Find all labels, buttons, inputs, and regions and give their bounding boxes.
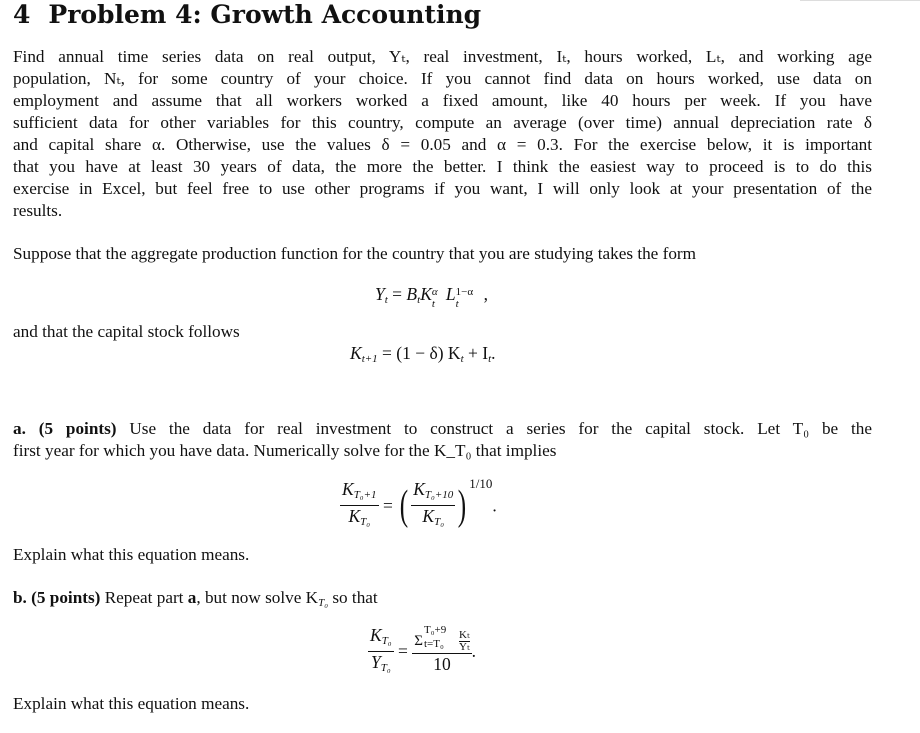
eq-subscript: T₀	[318, 597, 329, 609]
eq-symbol: L	[445, 284, 456, 304]
eq-subscript: T₀+1	[353, 489, 377, 502]
part-a-points: (5 points)	[38, 419, 117, 438]
intro-line: and capital share α. Otherwise, use the values δ = 0.05 and α = 0.3. For the exercise below, it is important	[13, 135, 872, 154]
part-b-text-span: , but now solve K	[196, 588, 319, 607]
eq-inner-den: Yₜ	[459, 640, 470, 653]
section-heading	[13, 0, 481, 29]
part-b-label: b.	[13, 588, 27, 607]
eq-subscript: T₀	[360, 516, 371, 529]
intro-line: employment and assume that all workers worked a fixed amount, like 40 hours per week. If you have	[13, 91, 872, 110]
section-number: 4	[13, 0, 31, 29]
part-b-explain-text: Explain what this equation means.	[13, 694, 250, 713]
part-b-bold: a	[187, 588, 197, 607]
part-a-line: Use the data for real investment to construct a series for the capital stock. Let T₀ be the	[129, 419, 872, 438]
eq-symbol: B	[406, 284, 418, 304]
eq-subscript: T₀+10	[424, 489, 454, 502]
intro-line: sufficient data for other variables for this country, compute an average (over time) annual depreciation rate δ	[13, 113, 872, 132]
part-a-line: first year for which you have data. Numerically solve for the K_T₀ that implies	[13, 441, 557, 460]
part-b-explain	[13, 693, 872, 715]
top-rule	[800, 0, 920, 1]
part-a-text	[13, 418, 872, 462]
eq-text: = (1 − δ) K	[382, 343, 461, 363]
eq-exponent: 1/10	[469, 476, 493, 491]
part-b-text	[13, 587, 872, 614]
eq-punctuation: .	[491, 343, 496, 363]
part-a-explain	[13, 544, 872, 566]
eq-symbol: Y	[370, 652, 381, 672]
intro-line: results.	[13, 201, 63, 220]
eq-superscript: α	[431, 286, 438, 298]
intro-line: population, Nₜ, for some country of your choice. If you cannot find data on hours worked, use data on	[13, 69, 872, 88]
eq-fraction: Σ T₀+9 t=T₀ $\frac{\text{Kₜ}}{\text{Yₜ}}$ 10	[412, 630, 471, 674]
eq-superscript: 1−α	[455, 286, 474, 298]
eq-symbol: Y	[375, 284, 385, 304]
capital-intro	[13, 321, 872, 343]
intro-line: exercise in Excel, but feel free to use other programs if you want, I will only look at your presentation of the	[13, 179, 872, 198]
eq-denominator: 10	[433, 653, 451, 674]
eq-subscript: t	[431, 298, 435, 310]
part-a-label: a.	[13, 419, 26, 438]
eq-punctuation: ,	[483, 284, 488, 304]
part-b-points: (5 points)	[31, 588, 101, 607]
intro-line: that you have at least 30 years of data, the more the better. I think the easiest way to proceed is to do this	[13, 157, 872, 176]
eq-subscript: t	[455, 298, 459, 310]
part-b-equation: $\frac{K_{T_0}}{Y_{T_0}}$ = Σ T₀+9 t=T₀ $\frac{\text{Kₜ}}{\text{Yₜ}}$ 10 .	[368, 625, 476, 678]
eq-symbol: K	[342, 479, 354, 500]
intro-paragraph	[13, 46, 872, 222]
eq-subscript: T₀	[434, 516, 445, 529]
part-a-equation: $\frac{K_{T_0+1}}{K_{T_0}}$ = ( $\frac{K_{T_0+10}}{K_{T_0}}$ ) $^{1/10}$.	[340, 476, 497, 532]
production-function-equation: $Y_t = B_tK$ α t L 1−α t ,	[375, 284, 488, 310]
part-b-text-span: so that	[332, 588, 378, 607]
eq-subscript: T₀	[380, 662, 391, 674]
intro-line: Find annual time series data on real output, Yₜ, real investment, Iₜ, hours worked, Lₜ, and working age	[13, 47, 872, 66]
capital-law-equation: $K_{t+1} = (1 - \delta) K_t + I_t$.	[350, 343, 496, 365]
part-a-explain-text: Explain what this equation means.	[13, 545, 250, 564]
eq-inner-num: Kₜ	[459, 628, 470, 641]
eq-sum-upper: T₀+9	[424, 624, 447, 637]
eq-subscript: t+1	[361, 353, 378, 365]
eq-symbol: K	[420, 284, 432, 304]
eq-fraction: $\frac{K_{T_0+10}}{K_{T_0}}$	[413, 479, 454, 529]
eq-symbol: K	[348, 506, 361, 527]
eq-fraction: $\frac{K_{T_0}}{Y_{T_0}}$	[370, 625, 392, 674]
suppose-text: Suppose that the aggregate production function for the country that you are studying takes the form	[13, 244, 697, 263]
eq-subscript: T₀	[381, 635, 392, 647]
eq-text: + I	[468, 343, 489, 363]
eq-subscript: t	[417, 294, 421, 306]
section-title: Problem 4: Growth Accounting	[48, 0, 482, 29]
suppose-paragraph	[13, 243, 872, 265]
eq-fraction	[340, 479, 379, 532]
eq-sum-lower: t=T₀	[424, 638, 444, 651]
eq-subscript: t	[384, 294, 388, 306]
part-b-text-span: Repeat part	[104, 588, 184, 607]
capital-intro-text: and that the capital stock follows	[13, 322, 240, 341]
